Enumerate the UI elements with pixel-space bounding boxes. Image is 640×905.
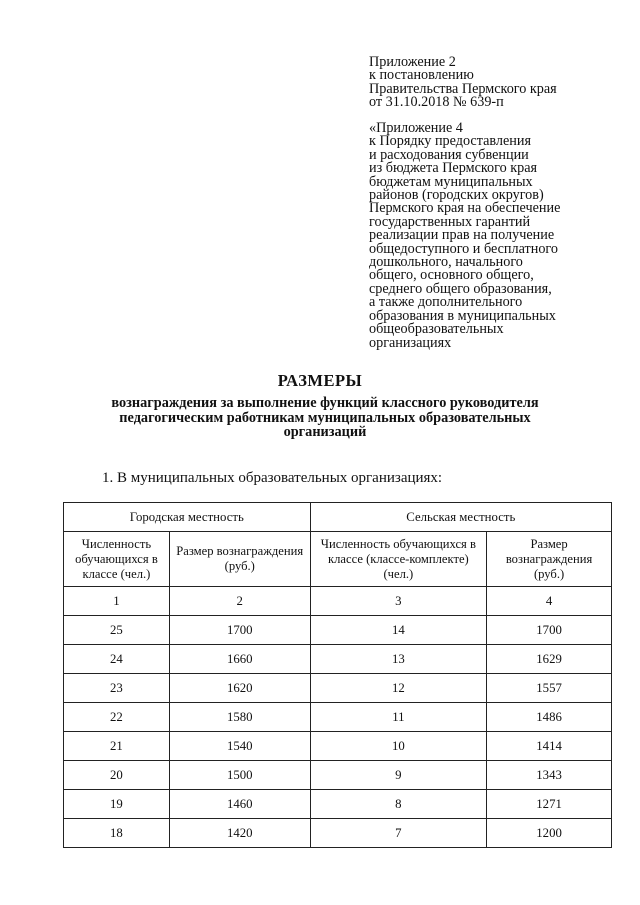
column-header-urban-students: Численность обучающихся в классе (чел.)	[64, 532, 170, 587]
table-cell: 1460	[169, 790, 310, 819]
annex-order-line: районов (городских округов)	[369, 187, 544, 204]
column-header-rural-students: Численность обучающихся в классе (классе-комплекте) (чел.)	[310, 532, 487, 587]
table-cell: 22	[64, 703, 170, 732]
table-cell: 19	[64, 790, 170, 819]
table-cell: 1343	[487, 761, 612, 790]
table-cell: 14	[310, 616, 487, 645]
group-rural-header: Сельская местность	[310, 503, 611, 532]
column-number: 3	[310, 587, 487, 616]
annex-order-line: и расходования субвенции	[369, 146, 529, 163]
table-cell: 1500	[169, 761, 310, 790]
table-cell: 20	[64, 761, 170, 790]
column-header-urban-reward: Размер вознаграждения (руб.)	[169, 532, 310, 587]
annex-line: от 31.10.2018 № 639-п	[369, 94, 504, 111]
annex-order-line: из бюджета Пермского края	[369, 160, 538, 177]
section-heading: 1. В муниципальных образовательных организациях:	[102, 470, 443, 486]
table-group-header-row	[64, 503, 612, 532]
table-row	[64, 674, 612, 703]
document-subtitle	[90, 396, 560, 440]
annex-reference	[369, 56, 619, 110]
table-row	[64, 819, 612, 848]
table-cell: 1700	[169, 616, 310, 645]
table-cell: 25	[64, 616, 170, 645]
table-cell: 1271	[487, 790, 612, 819]
table-cell: 1700	[487, 616, 612, 645]
subtitle-line: вознаграждения за выполнение функций классного руководителя	[111, 395, 539, 411]
table-cell: 23	[64, 674, 170, 703]
table-cell: 1557	[487, 674, 612, 703]
table-row	[64, 761, 612, 790]
annex-order-line: реализации прав на получение	[369, 227, 555, 244]
table-row	[64, 703, 612, 732]
table-cell: 21	[64, 732, 170, 761]
column-header-rural-reward: Размер вознаграждения (руб.)	[487, 532, 612, 587]
subtitle-line: педагогическим работникам муниципальных образовательных	[119, 409, 531, 426]
table-column-header-row	[64, 532, 612, 587]
rates-table	[63, 502, 612, 848]
annex-line: к постановлению	[369, 67, 474, 84]
table-row	[64, 732, 612, 761]
annex-order-line: среднего общего образования,	[369, 280, 552, 297]
table-cell: 18	[64, 819, 170, 848]
annex-order-line: дошкольного, начального	[369, 254, 523, 271]
table-cell: 24	[64, 645, 170, 674]
table-cell: 11	[310, 703, 487, 732]
table-cell: 1540	[169, 732, 310, 761]
table-cell: 1580	[169, 703, 310, 732]
table-row	[64, 645, 612, 674]
annex-order-line: общедоступного и бесплатного	[369, 240, 558, 257]
document-title: РАЗМЕРЫ	[277, 371, 363, 390]
annex-order-line: государственных гарантий	[369, 213, 531, 230]
table-cell: 1660	[169, 645, 310, 674]
annex-order-line: общеобразовательных	[369, 321, 504, 338]
table-cell: 1620	[169, 674, 310, 703]
annex-order-line: общего, основного общего,	[369, 267, 534, 284]
table-cell: 1420	[169, 819, 310, 848]
annex-order-line: бюджетам муниципальных	[369, 173, 533, 190]
table-cell: 1629	[487, 645, 612, 674]
table-cell: 9	[310, 761, 487, 790]
table-numbering-row	[64, 587, 612, 616]
group-urban-header: Городская местность	[64, 503, 311, 532]
table-cell: 1200	[487, 819, 612, 848]
annex-order-line: Пермского края на обеспечение	[369, 200, 561, 217]
table-row	[64, 790, 612, 819]
table-cell: 1414	[487, 732, 612, 761]
column-number: 2	[169, 587, 310, 616]
annex-line: Приложение 2	[369, 54, 456, 70]
column-number: 1	[64, 587, 170, 616]
annex-order-line: к Порядку предоставления	[369, 133, 531, 150]
annex-line: Правительства Пермского края	[369, 80, 557, 97]
annex-order-line: а также дополнительного	[369, 294, 523, 311]
subtitle-line: организаций	[283, 424, 367, 440]
annex-order-reference	[369, 122, 619, 350]
table-cell: 12	[310, 674, 487, 703]
table-cell: 13	[310, 645, 487, 674]
table-cell: 8	[310, 790, 487, 819]
annex-order-line: образования в муниципальных	[369, 307, 556, 324]
table-row	[64, 616, 612, 645]
table-cell: 1486	[487, 703, 612, 732]
column-number: 4	[487, 587, 612, 616]
table-cell: 7	[310, 819, 487, 848]
table-cell: 10	[310, 732, 487, 761]
annex-order-line: организациях	[369, 334, 452, 351]
annex-order-line: «Приложение 4	[369, 120, 463, 136]
